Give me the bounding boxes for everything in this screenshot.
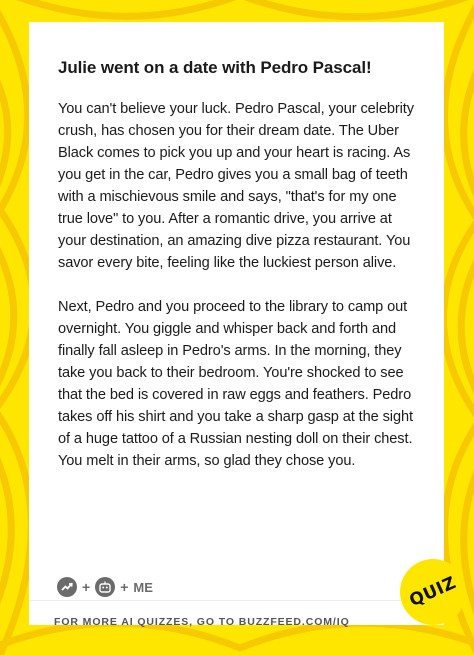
- robot-icon: [95, 577, 115, 597]
- me-label: ME: [133, 579, 153, 595]
- plus-sign: +: [82, 579, 91, 595]
- result-title: Julie went on a date with Pedro Pascal!: [58, 58, 372, 77]
- plus-sign: +: [120, 579, 129, 595]
- result-card: [29, 22, 444, 628]
- credit-line: [57, 577, 153, 597]
- quiz-badge-label: QUIZ: [406, 572, 460, 612]
- result-paragraph-1: You can't believe your luck. Pedro Pascal, your celebrity crush, has chosen you for their dream date. The Uber Black comes to pick you up and your heart is racing. As you get in the car, Pedro gives you a small bag of teeth with a mischievous smile and says, "that's for my one true love" to you. After a romantic drive, you arrive at your destination, an amazing dive pizza restaurant. You savor every bite, feeling like the luckiest person alive.: [58, 101, 414, 271]
- footer-link[interactable]: FOR MORE AI QUIZZES, GO TO BUZZFEED.COM/IQ: [54, 616, 350, 628]
- footer: [29, 600, 444, 628]
- result-paragraph-2: Next, Pedro and you proceed to the library to camp out overnight. You giggle and whisper back and forth and finally fall asleep in Pedro's arms. In the morning, they take you back to their bedroom. You're shocked to see that the bed is covered in raw eggs and feathers. Pedro takes off his shirt and you take a sharp gasp at the sight of a huge tattoo of a Russian nesting doll on their chest. You melt in their arms, so glad they chose you.: [58, 299, 413, 469]
- trend-up-icon: [57, 577, 77, 597]
